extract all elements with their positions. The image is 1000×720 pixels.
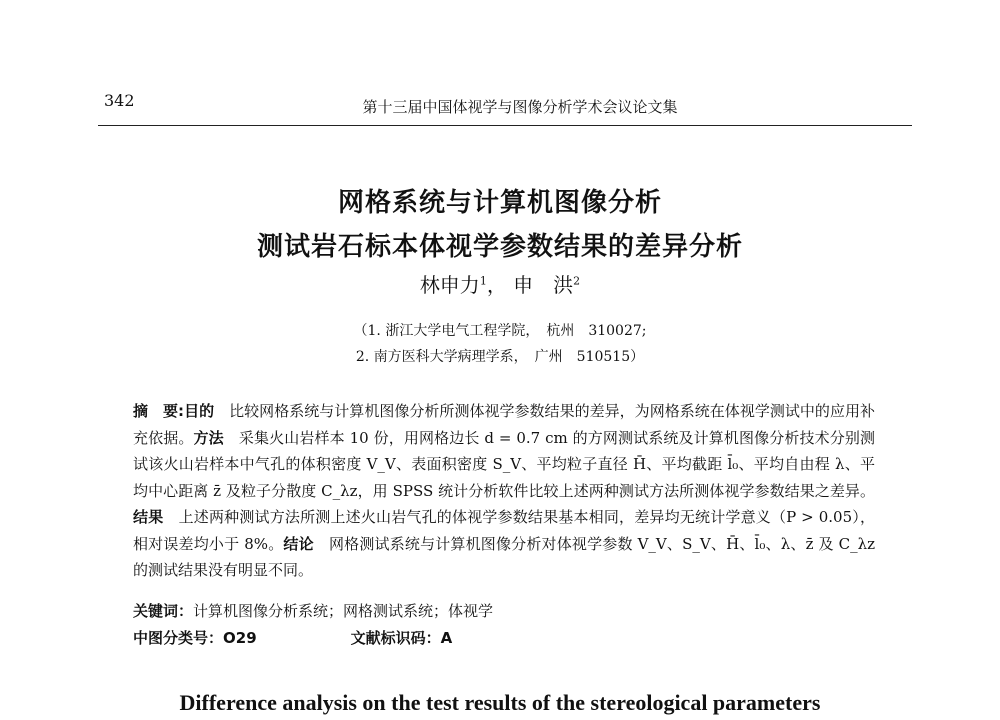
abstract (133, 398, 875, 584)
keywords-label: 关键词： (133, 602, 194, 620)
results-text: 上述两种测试方法所测上述火山岩气孔的体视学参数结果基本相同，差异均无统计学意义（P > 0.05），相对误差均小于 8%。 (133, 508, 875, 553)
conclusion-label: 结论 (283, 534, 314, 553)
affiliation-2: 2. 南方医科大学病理学系， 广州 510515） (355, 349, 645, 365)
results-label: 结果 (133, 508, 164, 526)
doc-code-value: A (440, 629, 453, 647)
english-title: Difference analysis on the test results of the stereological parameters (179, 690, 821, 715)
classification (133, 627, 452, 648)
methods-text: 采集火山岩样本 10 份，用网格边长 d = 0.7 cm 的方网测试系统及计算机图像分析技术分别测试该火山岩样本中气孔的体积密度 V_V、表面积密度 S_V、平均粒子直径 H̄、平均截距 l̄₀、平均自由程 λ、平均中心距离 z̄ 及粒子分散度 C_λz，用 SPSS 统计分析软件比较上述两种测试方法所测体视学参数结果之差异。 (133, 428, 875, 500)
doc-code-label: 文献标识码： (350, 629, 441, 647)
authors (0, 269, 1000, 298)
conclusion-text: 网格测试系统与计算机图像分析对体视学参数 V_V、S_V、H̄、l̄₀、λ、z̄ 及 C_λz 的测试结果没有明显不同。 (133, 534, 875, 579)
keywords-text: 计算机图像分析系统；网格测试系统；体视学 (193, 602, 494, 620)
header-rule (98, 125, 912, 126)
author-2: 申 洪 (513, 273, 574, 297)
paper-title-line-1: 网格系统与计算机图像分析 (337, 188, 662, 218)
purpose-text: 比较网格系统与计算机图像分析所测体视学参数结果的差异，为网格系统在体视学测试中的应用补充依据。 (133, 402, 875, 447)
clc-label: 中图分类号： (133, 629, 224, 647)
purpose-label: 目的 (184, 402, 215, 420)
author-1-affil-mark: 1 (479, 274, 487, 288)
author-separator: ， (486, 273, 507, 297)
affiliation-1: （1. 浙江大学电气工程学院， 杭州 310027; (353, 323, 647, 339)
abstract-label: 摘 要: (133, 402, 185, 420)
clc-value: O29 (223, 629, 257, 647)
page-number: 342 (104, 91, 135, 110)
methods-label: 方法 (193, 428, 224, 447)
paper-title-line-2: 测试岩石标本体视学参数结果的差异分析 (256, 232, 743, 262)
author-2-affil-mark: 2 (573, 274, 581, 288)
author-1: 林申力 (419, 273, 480, 297)
keywords (133, 600, 493, 621)
running-header: 第十三届中国体视学与图像分析学术会议论文集 (362, 98, 678, 116)
